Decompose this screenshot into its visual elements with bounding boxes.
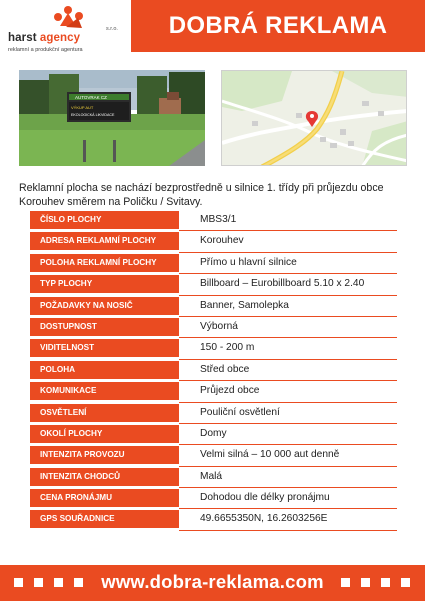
spec-value: Velmi silná – 10 000 aut denně bbox=[200, 449, 340, 461]
spec-value: Střed obce bbox=[200, 363, 250, 375]
square-bullet-icon bbox=[14, 578, 23, 587]
spec-row bbox=[30, 360, 397, 381]
square-bullet-icon bbox=[74, 578, 83, 587]
spec-value: 49.6655350N, 16.2603256E bbox=[200, 513, 328, 525]
spec-row bbox=[30, 445, 397, 466]
spec-value: Korouhev bbox=[200, 235, 244, 247]
row-divider bbox=[179, 530, 397, 531]
spec-row bbox=[30, 317, 397, 338]
spec-value: 150 - 200 m bbox=[200, 342, 255, 354]
title-bar bbox=[131, 0, 425, 52]
spec-row bbox=[30, 231, 397, 252]
square-bullet-icon bbox=[401, 578, 410, 587]
spec-label: VIDITELNOST bbox=[30, 339, 179, 357]
spec-row bbox=[30, 509, 397, 530]
spec-label: GPS SOUŘADNICE bbox=[30, 510, 179, 528]
spec-value: Průjezd obce bbox=[200, 385, 260, 397]
logo-name bbox=[8, 32, 80, 44]
spec-row bbox=[30, 253, 397, 274]
spec-label: TYP PLOCHY bbox=[30, 275, 179, 293]
billboard-photo bbox=[19, 70, 205, 166]
logo-tagline: reklamní a produkční agentura bbox=[8, 47, 83, 53]
spec-row bbox=[30, 424, 397, 445]
spec-table bbox=[30, 210, 397, 531]
spec-row bbox=[30, 274, 397, 295]
harst-agency-logo bbox=[6, 4, 124, 56]
location-map bbox=[221, 70, 407, 166]
spec-value: Přímo u hlavní silnice bbox=[200, 256, 297, 268]
spec-value: Billboard – Eurobillboard 5.10 x 2.40 bbox=[200, 278, 365, 290]
spec-row bbox=[30, 338, 397, 359]
billboard-line1: VÝKUP AUT bbox=[71, 105, 94, 110]
spec-label: POŽADAVKY NA NOSIČ bbox=[30, 297, 179, 315]
spec-value: Banner, Samolepka bbox=[200, 299, 289, 311]
billboard-photo-image bbox=[19, 70, 205, 166]
spec-value: Výborná bbox=[200, 320, 238, 332]
page-title: DOBRÁ REKLAMA bbox=[168, 12, 388, 39]
square-bullet-icon bbox=[361, 578, 370, 587]
spec-row bbox=[30, 467, 397, 488]
logo-sro: s.r.o. bbox=[106, 26, 118, 32]
spec-row bbox=[30, 210, 397, 231]
square-bullet-icon bbox=[381, 578, 390, 587]
spec-row bbox=[30, 381, 397, 402]
square-bullet-icon bbox=[34, 578, 43, 587]
logo-name-part2: agency bbox=[39, 32, 81, 44]
square-bullet-icon bbox=[54, 578, 63, 587]
billboard-brand: AUTOVRAK CZ bbox=[75, 95, 107, 100]
spec-label: ADRESA REKLAMNÍ PLOCHY bbox=[30, 232, 179, 250]
spec-row bbox=[30, 488, 397, 509]
spec-value: Pouliční osvětlení bbox=[200, 406, 280, 418]
square-bullet-icon bbox=[341, 578, 350, 587]
spec-label: POLOHA bbox=[30, 361, 179, 379]
website-link[interactable]: www.dobra-reklama.com bbox=[101, 571, 324, 592]
spec-value: Malá bbox=[200, 470, 223, 482]
spec-label: OKOLÍ PLOCHY bbox=[30, 425, 179, 443]
spec-label: OSVĚTLENÍ bbox=[30, 404, 179, 422]
spec-label: CENA PRONÁJMU bbox=[30, 489, 179, 507]
logo-name-part1: harst bbox=[8, 32, 37, 44]
spec-value: Domy bbox=[200, 427, 227, 439]
location-description: Reklamní plocha se nachází bezprostředně u silnice 1. třídy při průjezdu obce Korouhev směrem na Poličku / Svitavy. bbox=[19, 182, 384, 208]
spec-label: ČÍSLO PLOCHY bbox=[30, 211, 179, 229]
spec-label: INTENZITA CHODCŮ bbox=[30, 468, 179, 486]
spec-value: MBS3/1 bbox=[200, 214, 237, 225]
spec-value: Dohodou dle délky pronájmu bbox=[200, 492, 330, 504]
spec-label: INTENZITA PROVOZU bbox=[30, 446, 179, 464]
spec-row bbox=[30, 403, 397, 424]
location-map-image bbox=[222, 71, 407, 166]
footer-bar bbox=[0, 565, 425, 601]
billboard-line2: EKOLOGICKÁ LIKVIDACE bbox=[71, 113, 115, 117]
spec-label: DOSTUPNOST bbox=[30, 318, 179, 336]
spec-label: KOMUNIKACE bbox=[30, 382, 179, 400]
spec-label: POLOHA REKLAMNÍ PLOCHY bbox=[30, 254, 179, 272]
spec-row bbox=[30, 296, 397, 317]
